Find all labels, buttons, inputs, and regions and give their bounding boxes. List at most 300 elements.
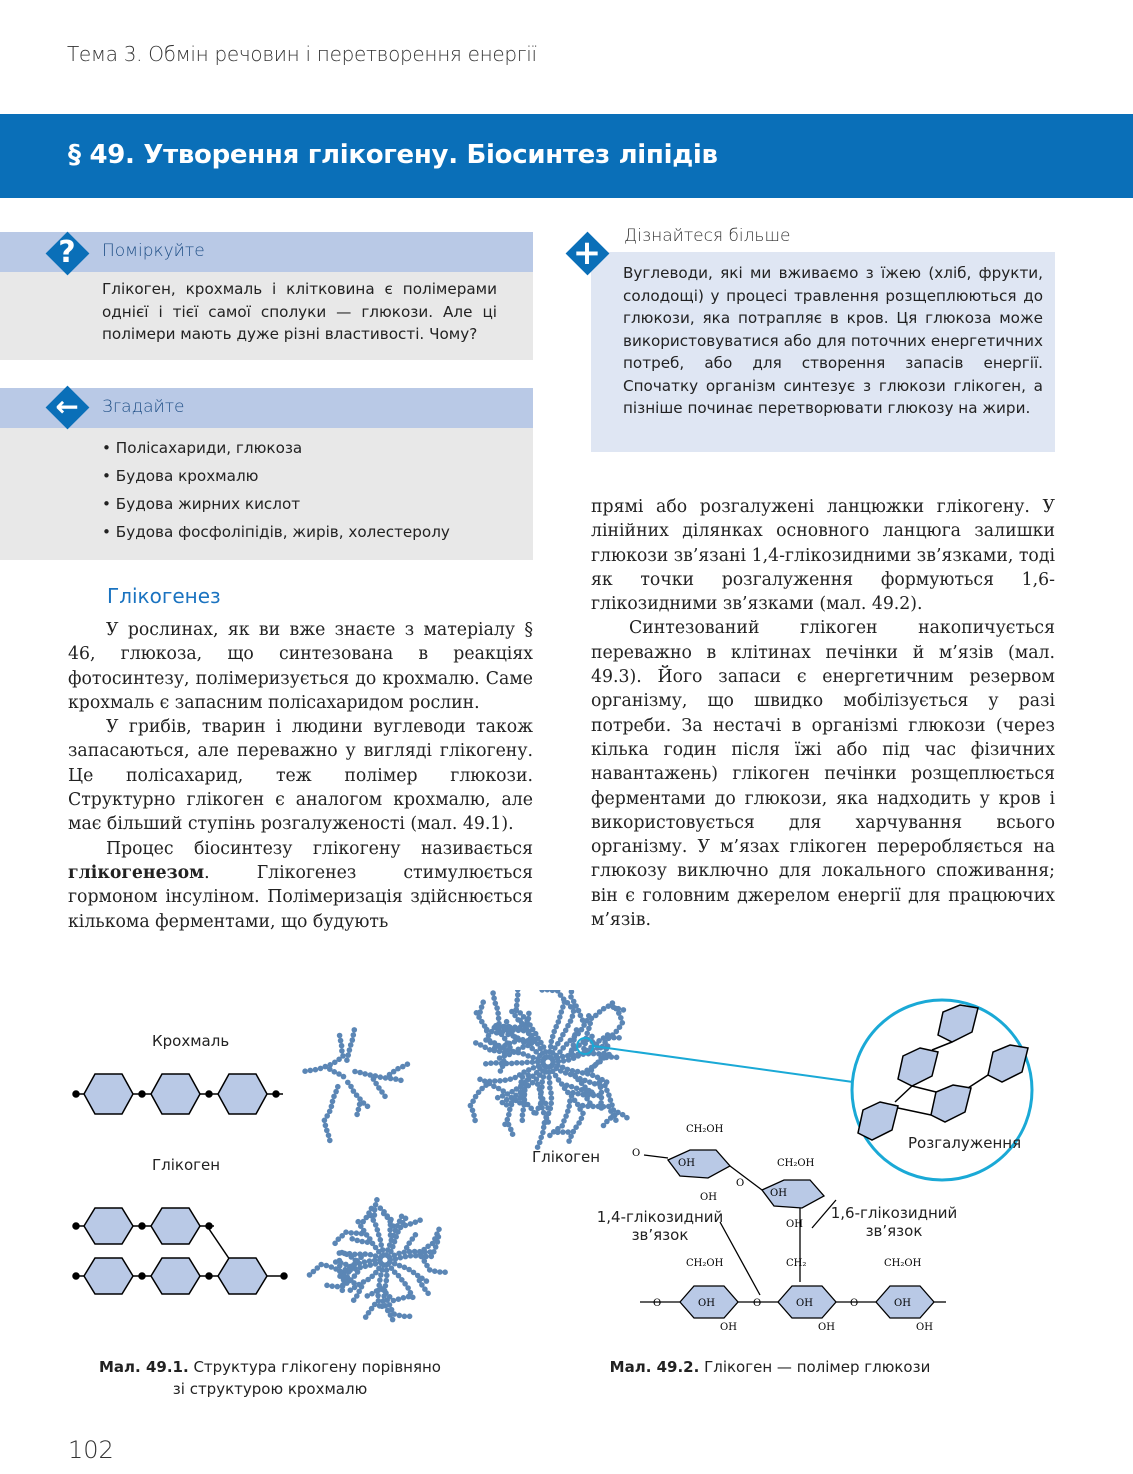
polymer-bead	[577, 1076, 583, 1082]
paragraph-text: . Глікогенез стимулюється гормоном інсуліном. Полімеризація здійснюється кількома ферментами, що будують	[68, 862, 533, 932]
polymer-bead	[375, 1227, 381, 1233]
polymer-bead	[345, 1052, 351, 1058]
polymer-bead	[342, 1251, 348, 1257]
polymer-bead	[470, 1108, 476, 1114]
caption-text: Структура глікогену порівняно	[188, 1358, 441, 1376]
polymer-bead	[569, 1084, 575, 1090]
running-head: Тема 3. Обмін речовин і перетворення енергії	[67, 42, 537, 66]
polymer-bead	[308, 1068, 314, 1074]
polymer-bead	[307, 1272, 313, 1278]
caption-number: Мал. 49.1.	[99, 1358, 189, 1376]
polymer-bead	[602, 1083, 608, 1089]
polymer-bead	[551, 1029, 557, 1035]
zoom-callout	[577, 1000, 1032, 1180]
polymer-bead	[525, 1053, 531, 1059]
polymer-bead	[408, 1221, 414, 1227]
oh-label: OH	[700, 1192, 717, 1203]
polymer-bead	[390, 1317, 396, 1323]
polymer-bead	[407, 1314, 413, 1320]
learn-more-body	[591, 252, 1055, 452]
polymer-bead	[436, 1234, 442, 1240]
polymer-bead	[378, 1272, 384, 1278]
polymer-bead	[597, 1082, 603, 1088]
polymer-bead	[510, 1131, 516, 1137]
polymer-bead	[570, 1013, 576, 1019]
polymer-bead	[362, 1071, 368, 1077]
polymer-bead	[365, 1293, 371, 1299]
polymer-bead	[524, 1060, 530, 1066]
polymer-bead	[471, 1113, 477, 1119]
polymer-bead	[326, 1133, 332, 1139]
polymer-bead	[569, 990, 575, 995]
polymer-bead	[570, 1052, 576, 1058]
list-item: • Будова фосфоліпідів, жирів, холестеролу	[102, 518, 450, 546]
caption-fig-49-1	[80, 1356, 460, 1400]
polymer-bead	[493, 1001, 499, 1007]
polymer-bead	[402, 1314, 408, 1320]
polymer-bead	[563, 1070, 569, 1076]
polymer-bead	[558, 1068, 564, 1074]
polymer-bead	[479, 1004, 485, 1010]
polymer-bead	[556, 1019, 562, 1025]
bond-16-label	[826, 1204, 962, 1240]
polymer-bead	[502, 1122, 508, 1128]
polymer-bead	[537, 1140, 543, 1146]
glycogen-figure	[0, 990, 1133, 1410]
polymer-bead	[477, 1077, 483, 1083]
polymer-bead	[525, 1077, 531, 1083]
o-label: O	[753, 1298, 762, 1309]
polymer-bead	[613, 1117, 619, 1123]
polymer-bead	[368, 1252, 374, 1258]
polymer-bead	[435, 1239, 441, 1245]
polymer-bead	[398, 1078, 404, 1084]
glycogen-label: Глікоген	[152, 1156, 221, 1174]
polymer-bead	[596, 1051, 602, 1057]
polymer-bead	[502, 1043, 508, 1049]
ch2oh-label: CH₂OH	[686, 1124, 724, 1135]
polymer-bead	[354, 1230, 360, 1236]
polymer-bead	[373, 1253, 379, 1259]
polymer-bead	[339, 1043, 345, 1049]
paragraph	[68, 837, 533, 934]
polymer-bead	[327, 1138, 333, 1144]
polymer-bead	[596, 1104, 602, 1110]
polymer-bead	[540, 1130, 546, 1136]
polymer-bead	[352, 1069, 358, 1075]
polymer-bead	[495, 1011, 501, 1017]
polymer-bead	[432, 1268, 438, 1274]
polymer-bead	[357, 1070, 363, 1076]
polymer-bead	[382, 1094, 388, 1100]
polymer-bead	[512, 1075, 518, 1081]
polymer-bead	[350, 1037, 356, 1043]
polymer-bead	[557, 1014, 563, 1020]
polymer-bead	[498, 1068, 504, 1074]
polymer-bead	[547, 1133, 553, 1139]
polymer-bead	[374, 1197, 380, 1203]
polymer-bead	[545, 1105, 551, 1111]
polymer-bead	[496, 1016, 502, 1022]
figure-area	[0, 990, 1133, 1410]
paragraph: У грибів, тварин і людини вуглеводи також запасаються, але переважно у вигляді глікогену. Це полісахарид, теж полімер глюкози. Структурно глікоген є аналогом крохмалю, але має більший ступінь розгалуженості (мал. 49.1).	[68, 717, 533, 835]
polymer-bead	[507, 1107, 513, 1113]
polymer-bead	[417, 1249, 423, 1255]
polymer-bead	[526, 1011, 532, 1017]
polymer-bead	[530, 1059, 536, 1065]
polymer-bead	[566, 1138, 572, 1144]
plus-glyph: +	[572, 233, 602, 273]
polymer-bead	[362, 1259, 368, 1265]
polymer-bead	[580, 1111, 586, 1117]
polymer-bead	[509, 1100, 515, 1106]
polymer-bead	[490, 990, 496, 996]
polymer-bead	[568, 1134, 574, 1140]
polymer-bead	[442, 1269, 448, 1275]
polymer-bead	[525, 1038, 531, 1044]
polymer-bead	[324, 1128, 330, 1134]
polymer-bead	[492, 1078, 498, 1084]
polymer-bead	[483, 1037, 489, 1043]
glycogen-big-label: Глікоген	[532, 1148, 601, 1166]
polymer-bead	[335, 1284, 341, 1290]
polymer-bead	[518, 1085, 524, 1091]
caption-fig-49-2	[590, 1356, 950, 1378]
polymer-bead	[397, 1313, 403, 1319]
branching-label: Розгалуження	[908, 1134, 1022, 1152]
polymer-bead	[560, 1129, 566, 1135]
polymer-bead	[338, 1038, 344, 1044]
recall-box-label: Згадайте	[102, 397, 185, 417]
polymer-bead	[500, 1093, 506, 1099]
polymer-bead	[433, 1244, 439, 1250]
polymer-bead	[586, 1013, 592, 1019]
polymer-bead	[592, 1081, 598, 1087]
polymer-bead	[517, 1100, 523, 1106]
polymer-bead	[537, 1086, 543, 1092]
o-label: O	[850, 1298, 859, 1309]
polymer-bead	[548, 1090, 554, 1096]
polymer-bead	[586, 1026, 592, 1032]
glycogen-chain	[73, 1208, 287, 1294]
polymer-bead	[349, 1236, 355, 1242]
ch2-label: CH₂	[786, 1258, 807, 1269]
polymer-bead	[502, 1024, 508, 1030]
polymer-bead	[492, 1025, 498, 1031]
polymer-bead	[531, 1110, 537, 1116]
polymer-bead	[417, 1217, 423, 1223]
polymer-bead	[425, 1291, 431, 1297]
polymer-bead	[580, 1092, 586, 1098]
polymer-bead	[610, 1000, 616, 1006]
think-box-text: Глікоген, крохмаль і клітковина є полімерами однієї і тієї самої сполуки — глюкози. Але ці полімери мають дуже різні властивості. Чому?	[102, 280, 497, 343]
arrow-left-glyph: ←	[55, 390, 79, 423]
polymer-bead	[545, 1119, 551, 1125]
polymer-bead	[585, 1104, 591, 1110]
term-glycogenesis: глікогенезом	[68, 862, 205, 883]
polymer-bead	[406, 1294, 412, 1300]
polymer-bead	[388, 1076, 394, 1082]
caption-text: зі структурою крохмалю	[172, 1380, 368, 1398]
page-number: 102	[68, 1436, 114, 1464]
polymer-bead	[515, 990, 521, 993]
polymer-bead	[384, 1278, 390, 1284]
polymer-bead	[347, 1047, 353, 1053]
polymer-bead	[324, 1263, 330, 1269]
polymer-bead	[355, 1219, 361, 1225]
polymer-bead	[582, 1078, 588, 1084]
polymer-bead	[546, 1075, 552, 1081]
polymer-bead	[604, 1088, 610, 1094]
polymer-bead	[520, 1107, 526, 1113]
polymer-bead	[341, 1074, 347, 1080]
polymer-bead	[427, 1249, 433, 1255]
question-mark-glyph: ?	[58, 235, 76, 270]
polymer-bead	[518, 1090, 524, 1096]
polymer-bead	[555, 1130, 561, 1136]
polymer-bead	[424, 1278, 430, 1284]
polymer-bead	[538, 1135, 544, 1141]
polymer-bead	[587, 1079, 593, 1085]
polymer-bead	[497, 1078, 503, 1084]
polymer-bead	[365, 1104, 371, 1110]
polymer-bead	[541, 1125, 547, 1131]
polymer-bead	[357, 1251, 363, 1257]
polymer-bead	[538, 1091, 544, 1097]
polymer-bead	[584, 1031, 590, 1037]
polymer-bead	[375, 1293, 381, 1299]
polymer-bead	[373, 1202, 379, 1208]
think-box-body	[0, 272, 533, 360]
polymer-bead	[363, 1314, 369, 1320]
polymer-bead	[372, 1207, 378, 1213]
polymer-bead	[373, 1073, 379, 1079]
polymer-bead	[504, 1102, 510, 1108]
polymer-bead	[616, 1035, 622, 1041]
polymer-bead	[393, 1076, 399, 1082]
polymer-bead	[508, 1076, 514, 1082]
polymer-bead	[514, 997, 520, 1003]
polymer-bead	[378, 1205, 384, 1211]
bond-14-line2: зв’язок	[631, 1226, 689, 1244]
polymer-bead	[614, 1055, 620, 1061]
polymer-bead	[495, 1030, 501, 1036]
polymer-bead	[340, 1053, 346, 1059]
right-column	[591, 495, 1055, 932]
polymer-bead	[329, 1104, 335, 1110]
ch2oh-label: CH₂OH	[686, 1258, 724, 1269]
polymer-bead	[403, 1216, 409, 1222]
oh-label: OH	[796, 1298, 813, 1309]
polymer-bead	[578, 1013, 584, 1019]
polymer-bead	[367, 1258, 373, 1264]
oh-label: OH	[786, 1219, 803, 1230]
polymer-bead	[393, 1234, 399, 1240]
polymer-bead	[395, 1066, 401, 1072]
polymer-bead	[392, 1239, 398, 1245]
polymer-bead	[339, 1048, 345, 1054]
polymer-bead	[473, 1040, 479, 1046]
polymer-bead	[550, 990, 556, 993]
polymer-bead	[555, 1055, 561, 1061]
polymer-bead	[513, 1007, 519, 1013]
polymer-bead	[548, 1101, 554, 1107]
polymer-bead	[497, 1055, 503, 1061]
polymer-bead	[521, 1051, 527, 1057]
polymer-bead	[335, 1084, 341, 1090]
polymer-bead	[396, 1296, 402, 1302]
polymer-bead	[392, 1253, 398, 1259]
think-box-label: Поміркуйте	[102, 241, 205, 261]
polymer-bead	[560, 1004, 566, 1010]
polymer-bead	[605, 1032, 611, 1038]
polymer-bead	[351, 1297, 357, 1303]
paragraph: Синтезований глікоген накопичується переважно в клітинах печінки й м’язів (мал. 49.3). Його запаси є енергетичним резервом організму, що швидко мобілізується у разі потреби. За нестачі в організмі глюкози (через кілька годин після їжі або під час фізичних навантажень) глікоген печінки розщеплюється ферментами до глюкози, яка надходить у кров і використовується для харчування всього організму. У м’язах глікоген переробляється на глюкозу виключно для локального споживання; він є головним джерелом енергії для працюючих м’язів.	[591, 618, 1055, 931]
polymer-bead	[354, 1112, 360, 1118]
polymer-bead	[352, 1252, 358, 1258]
polymer-bead	[566, 1103, 572, 1109]
page-title: § 49. Утворення глікогену. Біосинтез ліпідів	[68, 140, 718, 170]
polymer-bead	[596, 1093, 602, 1099]
oh-label: OH	[678, 1158, 695, 1169]
polymer-bead	[535, 1081, 541, 1087]
polymer-bead	[407, 1249, 413, 1255]
polymer-bead	[559, 1009, 565, 1015]
polymer-bead	[436, 1227, 442, 1233]
polymer-bead	[575, 1091, 581, 1097]
polymer-bead	[376, 1288, 382, 1294]
polymer-bead	[574, 1086, 580, 1092]
polymer-bead	[519, 1060, 525, 1066]
polymer-bead	[493, 1060, 499, 1066]
polymer-bead	[352, 1027, 358, 1033]
polymer-bead	[333, 1259, 339, 1265]
polymer-bead	[368, 1213, 374, 1219]
polymer-bead	[322, 1118, 328, 1124]
left-column	[68, 618, 533, 934]
recall-box-body	[0, 428, 533, 560]
polymer-bead	[565, 1108, 571, 1114]
polymer-bead	[348, 1230, 354, 1236]
list-item: • Будова жирних кислот	[102, 490, 450, 518]
polymer-bead	[601, 1123, 607, 1129]
polymer-bead	[378, 1242, 384, 1248]
paragraph-text: Процес біосинтезу глікогену називається	[106, 838, 533, 859]
polymer-bead	[518, 1079, 524, 1085]
polymer-bead	[497, 1024, 503, 1030]
learn-more-text: Вуглеводи, які ми вживаємо з їжею (хліб, фрукти, солодощі) у процесі травлення розщеплюються до глюкози, яка потрапляє в кров. Ця глюкоза може використовуватися або для поточних енергетичних потреб, або для створення запасів енергії. Спочатку організм синтезує з глюкози глікоген, а пізніше починає перетворювати глюкозу на жири.	[623, 264, 1043, 417]
polymer-bead	[332, 1241, 338, 1247]
polymer-bead	[302, 1068, 308, 1074]
learn-more-label: Дізнайтеся більше	[624, 226, 791, 246]
polymer-bead	[329, 1283, 335, 1289]
polymer-bead	[591, 1093, 597, 1099]
polymer-bead	[563, 1113, 569, 1119]
polymer-bead	[561, 1118, 567, 1124]
starch-label: Крохмаль	[152, 1032, 230, 1050]
oh-label: OH	[894, 1298, 911, 1309]
o-label: O	[632, 1148, 641, 1159]
polymer-bead	[491, 995, 497, 1001]
polymer-bead	[549, 1095, 555, 1101]
polymer-bead	[337, 1033, 343, 1039]
polymer-bead	[337, 1250, 343, 1256]
polymer-bead	[539, 990, 545, 993]
oh-label: OH	[720, 1322, 737, 1333]
polymer-bead	[495, 1095, 501, 1101]
polymer-bead	[523, 1083, 529, 1089]
polymer-bead	[341, 1277, 347, 1283]
polymer-bead	[342, 1267, 348, 1273]
polymer-bead	[422, 1249, 428, 1255]
polymer-bead	[553, 1024, 559, 1030]
polymer-bead	[512, 1024, 518, 1030]
polymer-bead	[347, 1251, 353, 1257]
polymer-bead	[340, 1282, 346, 1288]
polymer-bead	[378, 1237, 384, 1243]
polymer-bead	[520, 1037, 526, 1043]
polymer-bead	[390, 1244, 396, 1250]
polymer-bead	[331, 1094, 337, 1100]
polymer-bead	[549, 1039, 555, 1045]
polymer-bead	[508, 1127, 514, 1133]
polymer-bead	[608, 1108, 614, 1114]
polymer-bead	[396, 1251, 402, 1257]
polymer-bead	[391, 1298, 397, 1304]
polymer-bead	[568, 1018, 574, 1024]
polymer-bead	[515, 992, 521, 998]
polymer-bead	[590, 1073, 596, 1079]
bond-14-label	[592, 1208, 728, 1244]
polymer-bead	[502, 1077, 508, 1083]
oh-label: OH	[770, 1188, 787, 1199]
polymer-bead	[376, 1232, 382, 1238]
starch-chain	[73, 1074, 283, 1114]
polymer-bead	[333, 1089, 339, 1095]
oh-label: OH	[916, 1322, 933, 1333]
polymer-bead	[606, 1052, 612, 1058]
polymer-bead	[484, 1028, 490, 1034]
polymer-bead	[567, 1098, 573, 1104]
o-label: O	[653, 1298, 662, 1309]
polymer-bead	[356, 1107, 362, 1113]
polymer-bead	[547, 1085, 553, 1091]
polymer-bead	[413, 1232, 419, 1238]
polymer-bead	[507, 1024, 513, 1030]
oh-label: OH	[818, 1322, 835, 1333]
list-item: • Полісахариди, глюкоза	[102, 434, 450, 462]
polymer-bead	[397, 1263, 403, 1269]
polymer-bead	[611, 1035, 617, 1041]
polymer-bead	[601, 1052, 607, 1058]
caption-number: Мал. 49.2.	[609, 1358, 700, 1376]
polymer-bead	[351, 1032, 357, 1038]
polymer-bead	[338, 1260, 344, 1266]
paragraph: прямі або розгалужені ланцюжки глікогену. У лінійних ділянках основного ланцюга залишки глюкози зв’язані 1,4-глікозидними зв’язками, тоді як точки розгалуження формуються 1,6-глікозидними зв’язками (мал. 49.2).	[591, 497, 1055, 615]
recall-list	[102, 434, 450, 546]
polymer-bead	[412, 1249, 418, 1255]
polymer-bead	[377, 1303, 383, 1309]
polymer-bead	[413, 1219, 419, 1225]
polymer-bead	[348, 1266, 354, 1272]
polymer-bead	[344, 1057, 350, 1063]
section-heading: Глікогенез	[107, 584, 221, 608]
polymer-bead	[494, 1005, 500, 1011]
polymer-bead	[401, 1295, 407, 1301]
bond-14-line1: 1,4-глікозидний	[596, 1208, 724, 1226]
paragraph: У рослинах, як ви вже знаєте з матеріалу § 46, глюкоза, що синтезована в реакціях фотосинтезу, полімеризується до крохмалю. Саме крохмаль є запасним полісахаридом рослин.	[68, 620, 533, 713]
bond-16-line1: 1,6-глікозидний	[830, 1204, 958, 1222]
